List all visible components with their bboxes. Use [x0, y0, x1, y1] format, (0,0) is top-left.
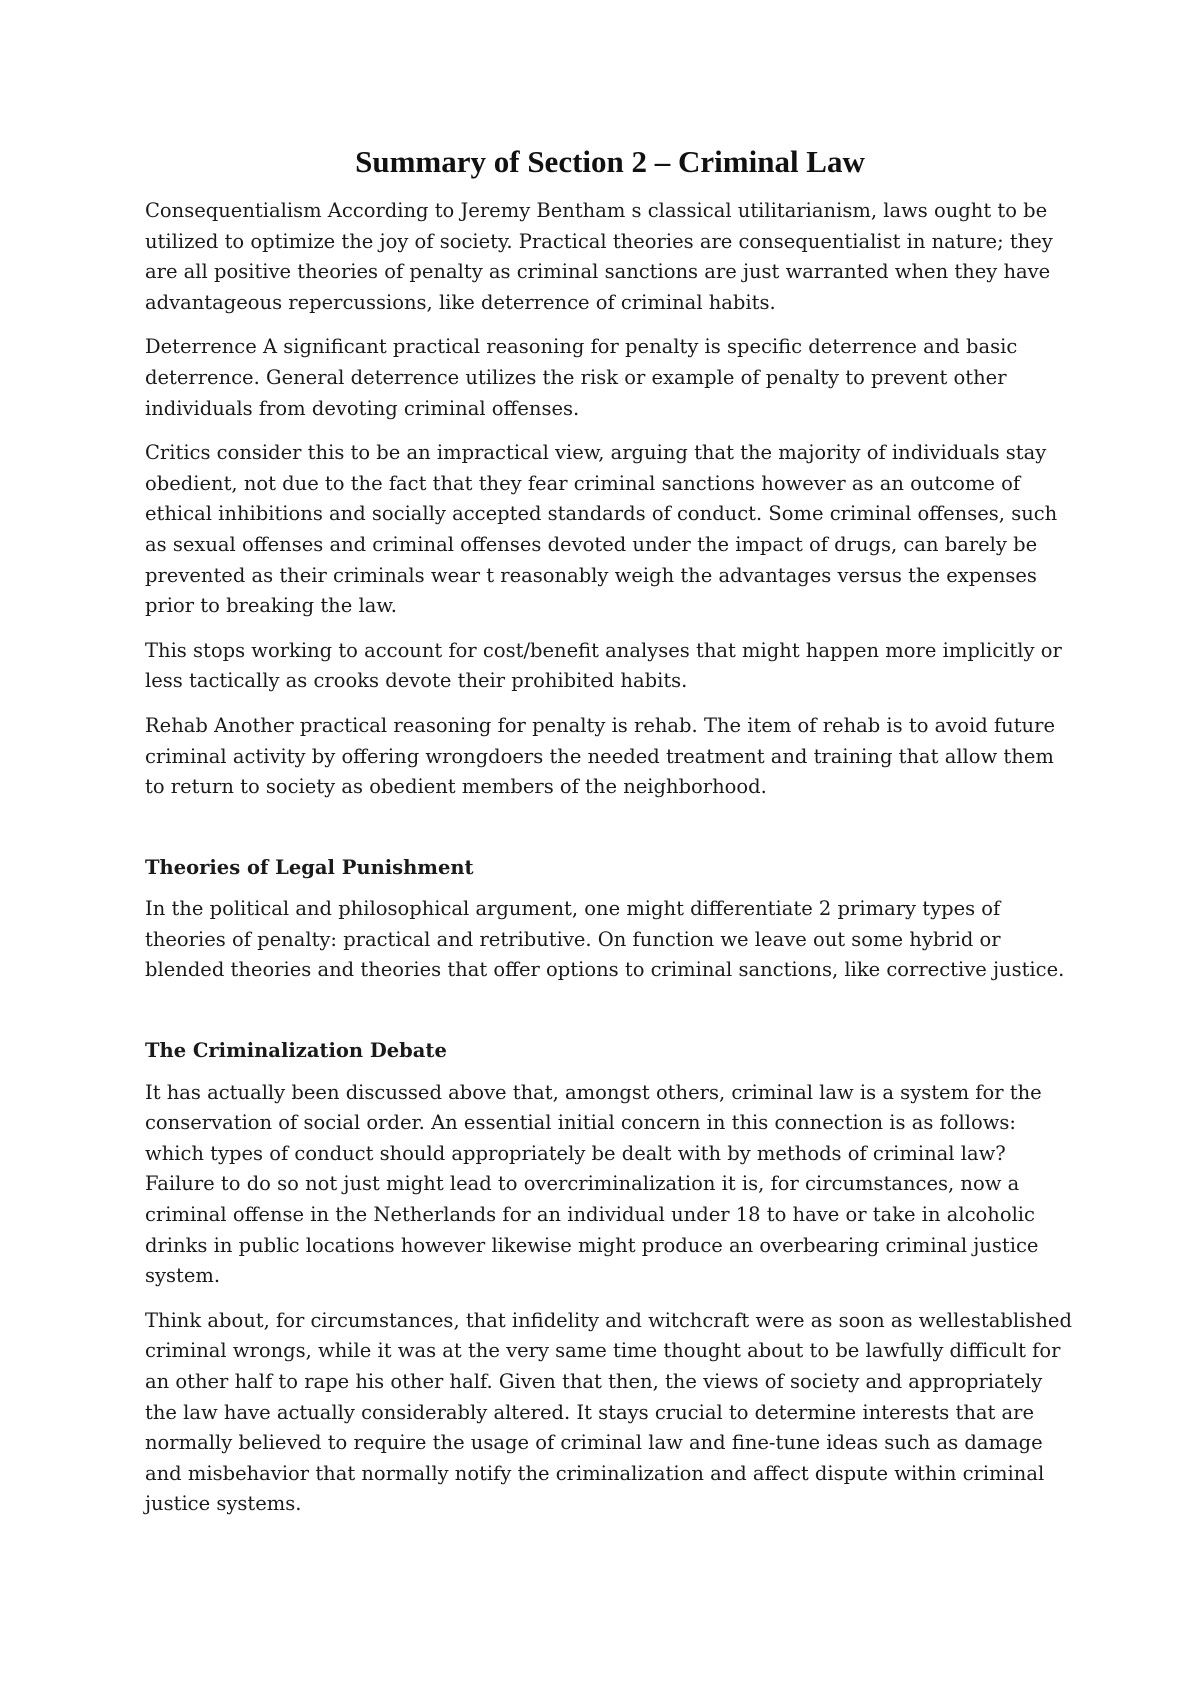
paragraph-rehab: Rehab Another practical reasoning for penalty is rehab. The item of rehab is to avoid future criminal activity by offering wrongdoers the needed treatment and training that allow them to return to society as obedient members of the neighborhood.: [145, 713, 1055, 799]
paragraph-theories: In the political and philosophical argument, one might differentiate 2 primary types of theories of penalty: practical and retributive. On function we leave out some hybrid or blended theories and theories that offer options to criminal sanctions, like corrective justice.: [145, 897, 1065, 982]
heading-theories-of-legal-punishment: Theories of Legal Punishment: [145, 855, 474, 879]
paragraph-consequentialism: Consequentialism According to Jeremy Bentham s classical utilitarianism, laws ought to be utilized to optimize the joy of society. Practical theories are consequentialist in nature; they are all positive theories of penalty as criminal sanctions are just warranted when they have advantageous repercussions, like deterrence of criminal habits.: [145, 199, 1053, 314]
document-page: [145, 140, 1075, 1534]
heading-criminalization-debate: The Criminalization Debate: [145, 1039, 447, 1063]
paragraph-criminal-law-system: It has actually been discussed above that, amongst others, criminal law is a system for the conservation of social order. An essential initial concern in this connection is as follows: which types of conduct should appropriately be dealt with by methods of criminal law? Failure to do so not just might lead to overcriminalization it is, for circumstances, now a criminal offense in the Netherlands for an individual under 18 to have or take in alcoholic drinks in public locations however likewise might produce an overbearing criminal justice system.: [145, 1080, 1042, 1288]
paragraph-think-about: Think about, for circumstances, that infidelity and witchcraft were as soon as wellestablished criminal wrongs, while it was at the very same time thought about to be lawfully difficult for an other half to rape his other half. Given that then, the views of society and appropriately the law have actually considerably altered. It stays crucial to determine interests that are normally believed to require the usage of criminal law and fine-tune ideas such as damage and misbehavior that normally notify the criminalization and affect dispute within criminal justice systems.: [145, 1308, 1072, 1516]
paragraph-deterrence: Deterrence A significant practical reasoning for penalty is specific deterrence and basic deterrence. General deterrence utilizes the risk or example of penalty to prevent other individuals from devoting criminal offenses.: [145, 335, 1018, 420]
document-title: Summary of Section 2 – Criminal Law: [355, 144, 865, 179]
paragraph-cost-benefit: This stops working to account for cost/benefit analyses that might happen more implicitly or less tactically as crooks devote their prohibited habits.: [145, 638, 1062, 693]
paragraph-critics: Critics consider this to be an impractical view, arguing that the majority of individuals stay obedient, not due to the fact that they fear criminal sanctions however as an outcome of ethical inhibitions and socially accepted standards of conduct. Some criminal offenses, such as sexual offenses and criminal offenses devoted under the impact of drugs, can barely be prevented as their criminals wear t reasonably weigh the advantages versus the expenses prior to breaking the law.: [145, 441, 1058, 618]
